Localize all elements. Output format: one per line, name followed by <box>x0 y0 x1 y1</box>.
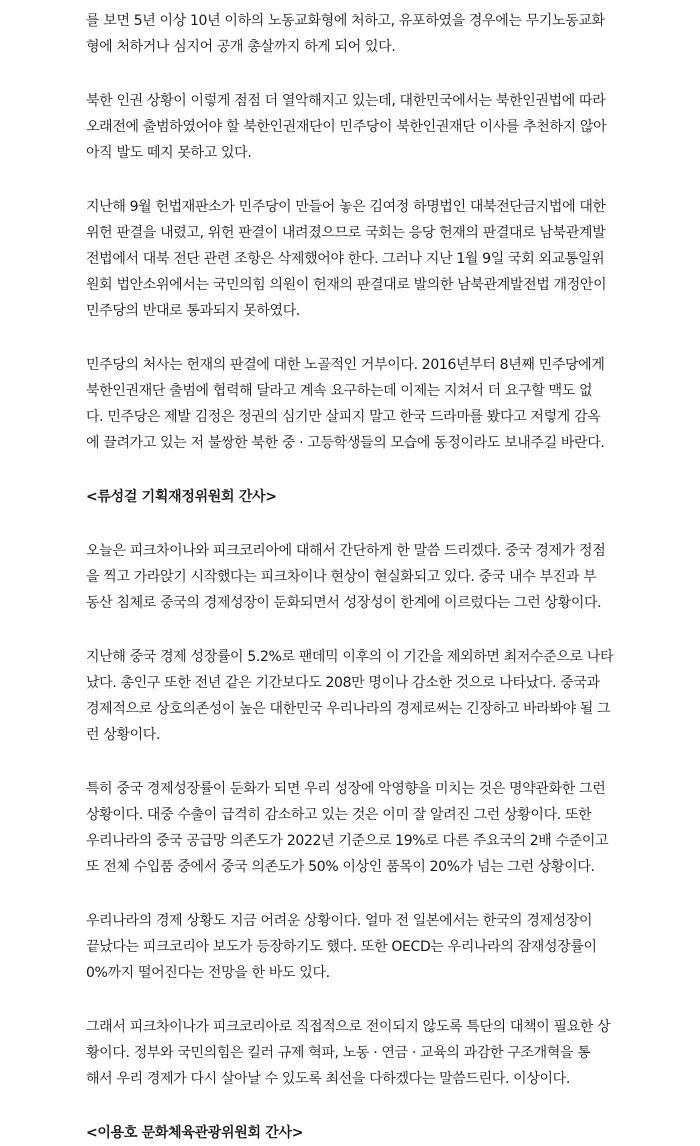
paragraph-line: 0%까지 떨어진다는 전망을 한 바도 있다. <box>86 965 330 981</box>
paragraph-line: 을 찍고 가라앉기 시작했다는 피크차이나 현상이 현실화되고 있다. 중국 내수 부진과 부 <box>86 569 597 585</box>
paragraph-line: 아직 발도 떼지 못하고 있다. <box>86 145 252 161</box>
body-paragraph <box>86 538 614 616</box>
paragraph-line: 해서 우리 경제가 다시 살아날 수 있도록 최선을 다하겠다는 말씀드린다. 이상이다. <box>86 1071 570 1087</box>
paragraph-line: 경제적으로 상호의존성이 높은 대한민국 우리나라의 경제로써는 긴장하고 바라봐야 될 그 <box>86 701 611 717</box>
body-paragraph <box>86 352 614 456</box>
body-paragraph <box>86 908 614 986</box>
paragraph-line: 오늘은 피크차이나와 피크코리아에 대해서 간단하게 한 말씀 드리겠다. 중국 경제가 정점 <box>86 543 606 559</box>
paragraph-line: 황이다. 정부와 국민의힘은 킬러 규제 혁파, 노동 · 연금 · 교육의 과감한 구조개혁을 통 <box>86 1045 591 1061</box>
paragraph-line: 그래서 피크차이나가 피크코리아로 직접적으로 전이되지 않도록 특단의 대책이 필요한 상 <box>86 1019 611 1035</box>
body-paragraph <box>86 644 614 748</box>
paragraph-line: 형에 처하거나 심지어 공개 총살까지 하게 되어 있다. <box>86 39 396 55</box>
body-paragraph <box>86 776 614 880</box>
paragraph-line: 다. 민주당은 제발 김정은 정권의 심기만 살피지 말고 한국 드라마를 봤다고 저렇게 감옥 <box>86 409 601 425</box>
paragraph-line: 우리나라의 중국 공급망 의존도가 2022년 기준으로 19%로 다른 주요국의 2배 수준이고 <box>86 833 609 849</box>
paragraph-line: 났다. 총인구 또한 전년 같은 기간보다도 208만 명이나 감소한 것으로 나타났다. 중국과 <box>86 675 600 691</box>
speaker-heading: <류성걸 기획재정위원회 간사> <box>86 489 277 505</box>
paragraph-line: 또 전체 수입품 중에서 중국 의존도가 50% 이상인 품목이 20%가 넘는 그런 상황이다. <box>86 859 595 875</box>
body-paragraph <box>86 8 614 60</box>
paragraph-line: 에 끌려가고 있는 저 불쌍한 북한 중 · 고등학생들의 모습에 동정이라도 보내주길 바란다. <box>86 435 605 451</box>
paragraph-line: 북한인권재단 출범에 협력해 달라고 계속 요구하는데 이제는 지쳐서 더 요구할 맥도 없 <box>86 383 593 399</box>
body-paragraph <box>86 194 614 324</box>
paragraph-line: 민주당의 처사는 헌재의 판결에 대한 노골적인 거부이다. 2016년부터 8년째 민주당에게 <box>86 357 605 373</box>
paragraph-line: 런 상황이다. <box>86 727 161 743</box>
paragraph-line: 지난해 중국 경제 성장률이 5.2%로 팬데믹 이후의 이 기간을 제외하면 최저수준으로 나타 <box>86 649 614 665</box>
paragraph-line: 전법에서 대북 전단 관련 조항은 삭제했어야 한다. 그러나 지난 1월 9일 국회 외교통일위 <box>86 251 605 267</box>
paragraph-line: 동산 침체로 중국의 경제성장이 둔화되면서 성장성이 한계에 이르렀다는 그런 상황이다. <box>86 595 602 611</box>
paragraph-line: 민주당의 반대로 통과되지 못하였다. <box>86 303 301 319</box>
speaker-heading: <이용호 문화체육관광위원회 간사> <box>86 1125 304 1141</box>
paragraph-line: 지난해 9월 헌법재판소가 민주당이 만들어 놓은 김여정 하명법인 대북전단금지법에 대한 <box>86 199 606 215</box>
paragraph-line: 위헌 판결을 내렸고, 위헌 판결이 내려졌으므로 국회는 응당 헌재의 판결대로 남북관계발 <box>86 225 606 241</box>
paragraph-line: 오래전에 출범하였어야 할 북한인권재단이 민주당이 북한인권재단 이사를 추천하지 않아 <box>86 119 607 135</box>
paragraph-line: 끝났다는 피크코리아 보도가 등장하기도 했다. 또한 OECD는 우리나라의 잠재성장률이 <box>86 939 597 955</box>
body-paragraph <box>86 88 614 166</box>
paragraph-line: 원회 법안소위에서는 국민의힘 의원이 헌재의 판결대로 발의한 남북관계발전법 개정안이 <box>86 277 607 293</box>
paragraph-line: 우리나라의 경제 상황도 지금 어려운 상황이다. 얼마 전 일본에서는 한국의 경제성장이 <box>86 913 593 929</box>
paragraph-line: 를 보면 5년 이상 10년 이하의 노동교화형에 처하고, 유포하였을 경우에는 무기노동교화 <box>86 13 605 29</box>
body-paragraph <box>86 1014 614 1092</box>
paragraph-line: 북한 인권 상황이 이렇게 점점 더 열악해지고 있는데, 대한민국에서는 북한인권법에 따라 <box>86 93 606 109</box>
paragraph-line: 특히 중국 경제성장률이 둔화가 되면 우리 성장에 악영향을 미치는 것은 명약관화한 그런 <box>86 781 606 797</box>
paragraph-line: 상황이다. 대중 수출이 급격히 감소하고 있는 것은 이미 잘 알려진 그런 상황이다. 또한 <box>86 807 592 823</box>
